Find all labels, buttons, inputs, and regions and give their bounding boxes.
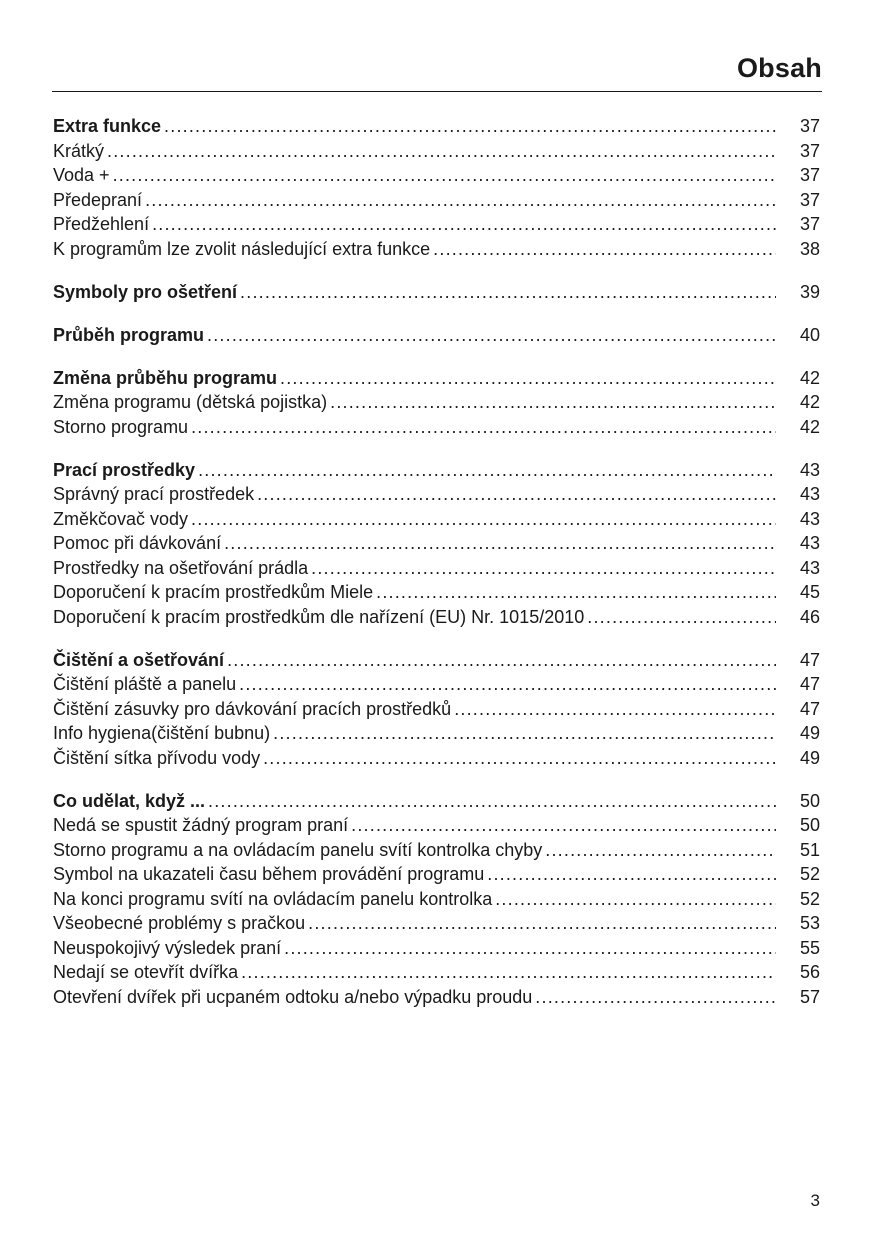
toc-entry-label: Nedá se spustit žádný program praní [53, 815, 349, 835]
toc-section [53, 114, 820, 261]
toc-entry[interactable] [53, 556, 820, 581]
dot-leader [263, 746, 776, 771]
dot-leader [376, 580, 776, 605]
toc-entry-page-number: 56 [799, 962, 820, 982]
toc-entry[interactable] [53, 838, 820, 863]
toc-entry-label: Doporučení k pracím prostředkům Miele [53, 582, 374, 602]
toc-entry-label: Na konci programu svítí na ovládacím panelu kontrolka [53, 888, 493, 909]
dot-leader [454, 697, 776, 722]
toc-entry[interactable] [53, 985, 820, 1010]
toc-entry-page-number: 47 [799, 649, 820, 670]
toc-entry-label: K programům lze zvolit následující extra funkce [53, 238, 431, 259]
toc-entry-page-number: 40 [799, 324, 820, 345]
dot-leader [311, 556, 776, 581]
toc-entry[interactable] [53, 531, 820, 556]
toc-entry-page-number: 42 [799, 392, 820, 412]
toc-entry-label: Symboly pro ošetření [53, 281, 238, 302]
toc-entry-page-number: 50 [799, 790, 820, 811]
toc-entry-label: Info hygiena(čištění bubnu) [53, 723, 271, 743]
toc-entry-page-number: 42 [799, 416, 820, 437]
page-number: 3 [810, 1191, 820, 1210]
toc-entry-label: Nedají se otevřít dvířka [53, 962, 239, 982]
toc-entry[interactable] [53, 139, 820, 164]
dot-leader [240, 280, 776, 305]
dot-leader [433, 237, 776, 262]
toc-entry-page-number: 38 [799, 238, 820, 259]
dot-leader [284, 936, 776, 961]
dot-leader [152, 212, 776, 237]
toc-heading-entry[interactable] [53, 458, 820, 483]
toc-entry-label: Storno programu [53, 416, 189, 437]
toc-entry-page-number: 45 [799, 582, 820, 602]
dot-leader [280, 366, 776, 391]
dot-leader [587, 605, 776, 630]
dot-leader [191, 415, 776, 440]
toc-entry-label: Pomoc při dávkování [53, 533, 222, 553]
toc-entry-label: Čištění a ošetřování [53, 649, 225, 670]
toc-entry-label: Extra funkce [53, 116, 162, 136]
toc-entry-page-number: 49 [799, 723, 820, 743]
toc-heading-entry[interactable] [53, 114, 820, 139]
toc-entry-page-number: 47 [799, 674, 820, 694]
toc-section [53, 458, 820, 630]
toc-entry-label: Prostředky na ošetřování prádla [53, 557, 309, 578]
dot-leader [198, 458, 776, 483]
toc-entry-label: Krátký [53, 140, 105, 161]
toc-entry[interactable] [53, 163, 820, 188]
toc-entry-page-number: 37 [799, 189, 820, 210]
toc-entry-page-number: 43 [799, 459, 820, 480]
dot-leader [351, 813, 776, 838]
toc-entry-page-number: 37 [799, 140, 820, 161]
toc-entry-page-number: 47 [799, 698, 820, 719]
page-title: Obsah [736, 53, 822, 83]
toc-entry-label: Otevření dvířek při ucpaném odtoku a/nebo výpadku proudu [53, 986, 533, 1007]
toc-entry-page-number: 37 [799, 116, 820, 136]
toc-entry-label: Čištění zásuvky pro dávkování pracích prostředků [53, 698, 452, 719]
toc-section [53, 366, 820, 440]
toc-entry[interactable] [53, 960, 820, 985]
toc-entry[interactable] [53, 813, 820, 838]
toc-entry-page-number: 57 [799, 986, 820, 1007]
toc-section [53, 280, 820, 305]
dot-leader [487, 862, 776, 887]
toc-entry-page-number: 50 [799, 815, 820, 835]
dot-leader [224, 531, 776, 556]
toc-entry-label: Voda + [53, 165, 110, 185]
toc-entry-label: Změna průběhu programu [53, 367, 278, 388]
toc-entry-page-number: 42 [799, 367, 820, 388]
toc-entry-page-number: 39 [799, 281, 820, 302]
dot-leader [207, 323, 776, 348]
toc-entry-label: Doporučení k pracím prostředkům dle nařízení (EU) Nr. 1015/2010 [53, 606, 585, 627]
toc-entry[interactable] [53, 936, 820, 961]
dot-leader [308, 911, 776, 936]
toc-entry-page-number: 43 [799, 484, 820, 504]
dot-leader [535, 985, 776, 1010]
dot-leader [239, 672, 776, 697]
toc-heading-entry[interactable] [53, 648, 820, 673]
toc-entry[interactable] [53, 887, 820, 912]
dot-leader [227, 648, 776, 673]
toc-section [53, 648, 820, 771]
toc-heading-entry[interactable] [53, 366, 820, 391]
toc-entry-label: Neuspokojivý výsledek praní [53, 937, 282, 958]
toc-entry[interactable] [53, 507, 820, 532]
title-divider [52, 91, 822, 92]
dot-leader [257, 482, 776, 507]
toc-entry[interactable] [53, 862, 820, 887]
table-of-contents [53, 114, 820, 1028]
toc-entry-label: Co udělat, když ... [53, 790, 206, 811]
toc-entry-page-number: 53 [799, 913, 820, 933]
dot-leader [273, 721, 776, 746]
toc-entry-page-number: 43 [799, 533, 820, 553]
toc-entry-label: Správný prací prostředek [53, 484, 255, 504]
dot-leader [208, 789, 776, 814]
dot-leader [241, 960, 776, 985]
toc-entry-page-number: 49 [799, 747, 820, 768]
toc-entry-label: Předžehlení [53, 214, 150, 234]
toc-entry-page-number: 43 [799, 508, 820, 529]
toc-entry[interactable] [53, 746, 820, 771]
dot-leader [113, 163, 776, 188]
dot-leader [495, 887, 776, 912]
dot-leader [545, 838, 776, 863]
toc-entry[interactable] [53, 911, 820, 936]
toc-heading-entry[interactable] [53, 323, 820, 348]
toc-entry[interactable] [53, 482, 820, 507]
toc-entry-label: Všeobecné problémy s pračkou [53, 913, 306, 933]
dot-leader [191, 507, 776, 532]
dot-leader [107, 139, 776, 164]
toc-entry-label: Prací prostředky [53, 459, 196, 480]
toc-section [53, 789, 820, 1010]
toc-heading-entry[interactable] [53, 789, 820, 814]
toc-entry-page-number: 51 [799, 839, 820, 860]
toc-entry-page-number: 52 [799, 888, 820, 909]
toc-entry-label: Čištění sítka přívodu vody [53, 747, 261, 768]
toc-entry-page-number: 37 [799, 214, 820, 234]
toc-entry-page-number: 43 [799, 557, 820, 578]
toc-section [53, 323, 820, 348]
toc-entry[interactable] [53, 672, 820, 697]
toc-entry[interactable] [53, 721, 820, 746]
toc-entry-label: Symbol na ukazateli času během provádění programu [53, 864, 485, 884]
toc-heading-entry[interactable] [53, 280, 820, 305]
toc-entry[interactable] [53, 415, 820, 440]
toc-entry-label: Storno programu a na ovládacím panelu svítí kontrolka chyby [53, 839, 543, 860]
toc-entry-label: Změkčovač vody [53, 508, 189, 529]
toc-entry[interactable] [53, 580, 820, 605]
dot-leader [145, 188, 776, 213]
toc-entry[interactable] [53, 212, 820, 237]
toc-entry[interactable] [53, 237, 820, 262]
dot-leader [330, 390, 776, 415]
toc-entry-label: Předepraní [53, 189, 143, 210]
toc-entry-page-number: 37 [799, 165, 820, 185]
toc-entry-label: Čištění pláště a panelu [53, 674, 237, 694]
toc-entry[interactable] [53, 188, 820, 213]
toc-entry[interactable] [53, 605, 820, 630]
toc-entry[interactable] [53, 390, 820, 415]
toc-entry-page-number: 46 [799, 606, 820, 627]
toc-entry-page-number: 55 [799, 937, 820, 958]
toc-entry-page-number: 52 [799, 864, 820, 884]
dot-leader [164, 114, 776, 139]
toc-entry[interactable] [53, 697, 820, 722]
toc-entry-label: Průběh programu [53, 324, 205, 345]
toc-entry-label: Změna programu (dětská pojistka) [53, 392, 328, 412]
